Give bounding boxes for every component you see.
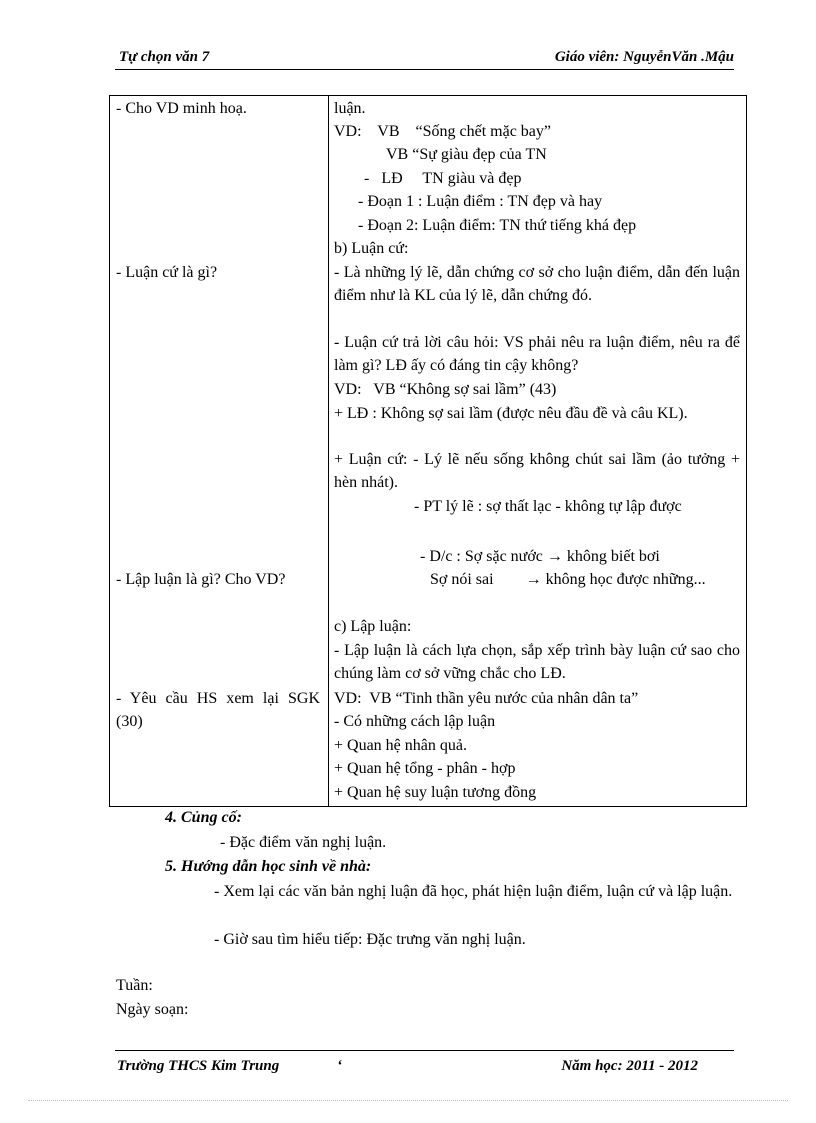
section-5-title: 5. Hướng dẫn học sinh về nhà: [165,858,372,875]
footer-mark: ‘ [337,1058,342,1074]
page-footer [115,1050,734,1077]
header-subject: Tự chọn văn 7 [119,49,210,65]
content-line: VD: VB “Tinh thần yêu nước của nhân dân ta” [334,690,639,707]
section-4-item: - Đặc điểm văn nghị luận. [220,834,387,851]
content-line: + Quan hệ nhân quả. [334,737,467,754]
content-line: - Đoạn 1 : Luận điểm : TN đẹp và hay [358,193,603,210]
teacher-activity-3: - Lập luận là gì? Cho VD? [116,571,286,588]
content-paragraph: - Là những lý lẽ, dẫn chứng cơ sở cho luận điểm, dẫn đến luận điểm như là KL của lý lẽ, dẫn chứng đó. [334,264,740,305]
content-line: - D/c : Sợ sặc nước → không biết bơi [420,548,660,565]
content-line: VD: VB “Không sợ sai lầm” (43) [334,381,557,398]
content-line: luận. [334,100,366,117]
content-line: - Đoạn 2: Luận điểm: TN thứ tiếng khá đẹp [358,217,637,234]
content-heading: c) Lập luận: [334,618,412,635]
content-paragraph: - Lập luận là cách lựa chọn, sắp xếp trình bày luận cứ sao cho chúng làm cơ sở vững chắc cho LĐ. [334,642,740,683]
content-line: VB “Sự giàu đẹp của TN [386,146,547,163]
teacher-activity-1: - Cho VD minh hoạ. [116,100,247,117]
content-line: + Quan hệ tổng - phân - hợp [334,760,516,777]
content-paragraph: - Luận cứ trả lời câu hỏi: VS phải nêu ra luận điểm, nêu ra để làm gì? LĐ ấy có đáng tin cậy không? [334,334,740,375]
footer-school-year: Năm học: 2011 - 2012 [561,1058,698,1074]
date-label: Ngày soạn: [116,1001,189,1018]
content-line: + Quan hệ suy luận tương đồng [334,784,537,801]
lesson-table [109,95,747,807]
section-5-item-1: - Xem lại các văn bản nghị luận đã học, phát hiện luận điểm, luận cứ và lập luận. [214,883,733,900]
content-line: - Có những cách lập luận [334,713,496,730]
teacher-activity-2: - Luận cứ là gì? [116,264,218,281]
section-4-title: 4. Củng cố: [165,809,242,826]
content-paragraph: + LĐ : Không sợ sai lầm (được nêu đầu đề và câu KL). [334,405,688,422]
week-label: Tuần: [116,977,153,994]
footer-school: Trường THCS Kim Trung [117,1058,280,1074]
section-5-item-2: - Giờ sau tìm hiểu tiếp: Đặc trưng văn nghị luận. [214,931,526,948]
content-paragraph: Sợ nói sai → không học được những... [430,571,706,588]
content-paragraph: + Luận cứ: - Lý lẽ nếu sống không chút sai lầm (ảo tưởng + hèn nhát). [334,451,740,492]
page-header [115,49,734,70]
header-teacher: Giáo viên: NguyễnVăn .Mậu [554,49,734,65]
content-paragraph: - PT lý lẽ : sợ thất lạc - không tự lập được [414,498,682,515]
column-divider [328,96,329,806]
content-heading: b) Luận cứ: [334,240,409,257]
content-line: - LĐ TN giàu và đẹp [364,170,522,187]
page-bottom-border [28,1100,788,1101]
content-line: VD: VB “Sống chết mặc bay” [334,123,551,140]
teacher-activity-4: - Yêu cầu HS xem lại SGK (30) [116,690,320,731]
